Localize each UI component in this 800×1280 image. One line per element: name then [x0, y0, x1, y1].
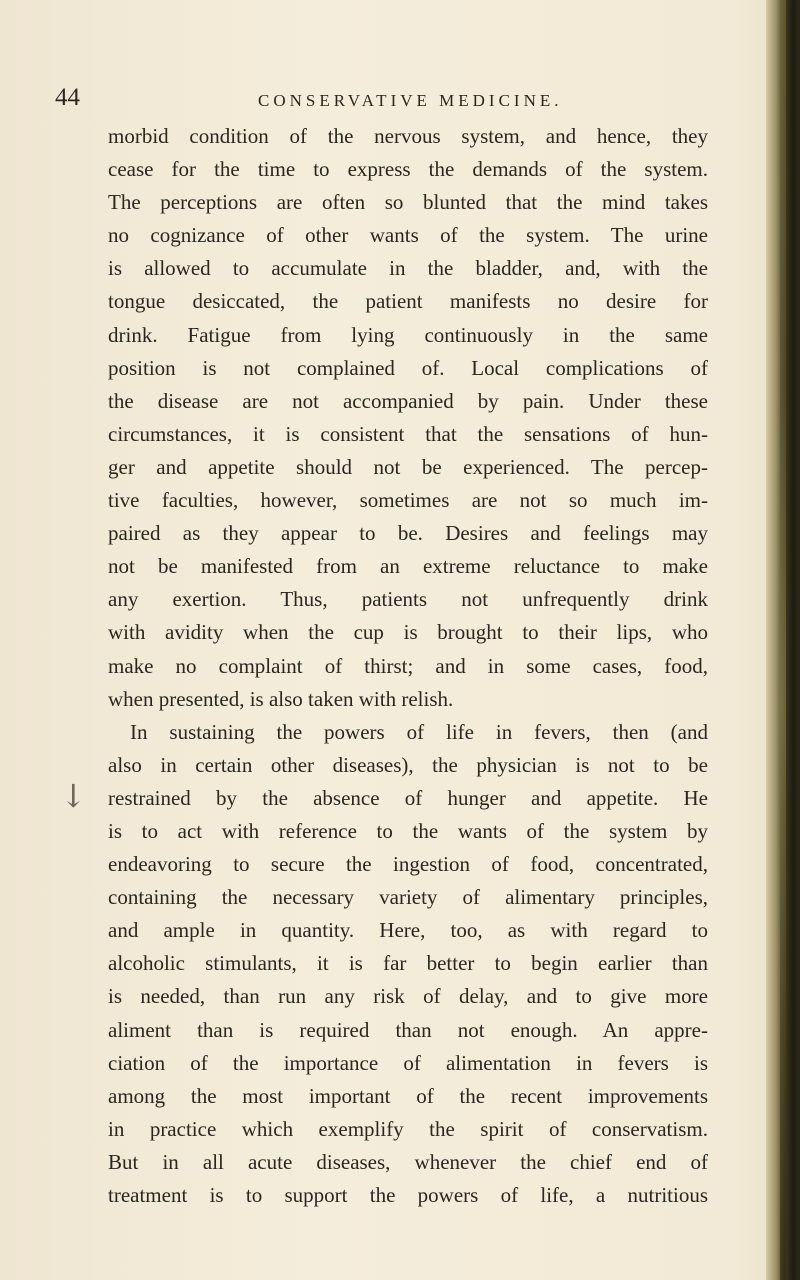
text-line: alcoholic stimulants, it is far better to begin earlier than — [108, 951, 708, 976]
running-head: CONSERVATIVE MEDICINE. — [258, 91, 563, 110]
text-line: ger and appetite should not be experienced. The percep- — [108, 454, 708, 479]
text-line: cease for the time to express the demands of the system. — [108, 157, 708, 182]
text-line: ciation of the importance of alimentation in fevers is — [108, 1050, 708, 1075]
text-line: not be manifested from an extreme reluctance to make — [108, 554, 708, 579]
text-line: aliment than is required than not enough. An appre- — [108, 1017, 708, 1042]
text-line: morbid condition of the nervous system, and hence, they — [108, 124, 708, 148]
text-line: treatment is to support the powers of life, a nutritious — [108, 1183, 708, 1207]
text-line: no cognizance of other wants of the system. The urine — [108, 223, 708, 248]
text-line: containing the necessary variety of alimentary principles, — [108, 885, 708, 910]
margin-annotation-mark: ↓ — [60, 777, 87, 815]
page-number: 44 — [55, 84, 80, 111]
text-line: among the most important of the recent improvements — [108, 1083, 708, 1108]
text-line: But in all acute diseases, whenever the chief end of — [108, 1149, 708, 1174]
text-line: The perceptions are often so blunted that the mind takes — [108, 190, 708, 215]
text-line: with avidity when the cup is brought to their lips, who — [108, 620, 708, 645]
text-line: circumstances, it is consistent that the sensations of hun- — [108, 421, 708, 446]
text-line: position is not complained of. Local complications of — [108, 355, 708, 380]
text-line: tongue desiccated, the patient manifests no desire for — [108, 289, 708, 314]
text-line: endeavoring to secure the ingestion of food, concentrated, — [108, 852, 708, 877]
book-gutter-edge — [766, 0, 800, 1280]
text-line: also in certain other diseases), the physician is not to be — [108, 752, 708, 777]
text-line: paired as they appear to be. Desires and feelings may — [108, 521, 708, 546]
text-line: and ample in quantity. Here, too, as with regard to — [108, 918, 708, 943]
text-line: in practice which exemplify the spirit of conservatism. — [108, 1116, 708, 1141]
text-line: make no complaint of thirst; and in some cases, food, — [108, 653, 708, 678]
text-line: the disease are not accompanied by pain. Under these — [108, 388, 708, 413]
text-line: is allowed to accumulate in the bladder, and, with the — [108, 256, 708, 281]
text-line: restrained by the absence of hunger and appetite. He — [108, 785, 708, 810]
text-line: drink. Fatigue from lying continuously in the same — [108, 322, 708, 347]
binding-shadow — [780, 0, 786, 1280]
paragraph-end-line: when presented, is also taken with relish. — [108, 686, 454, 711]
body-text — [108, 120, 708, 1212]
page-header — [0, 84, 760, 124]
text-line: is needed, than run any risk of delay, and to give more — [108, 984, 708, 1009]
paragraph-start-line: In sustaining the powers of life in fevers, then (and — [130, 719, 708, 744]
text-line: is to act with reference to the wants of the system by — [108, 818, 708, 843]
text-line: any exertion. Thus, patients not unfrequently drink — [108, 587, 708, 612]
text-line: tive faculties, however, sometimes are not so much im- — [108, 488, 708, 513]
